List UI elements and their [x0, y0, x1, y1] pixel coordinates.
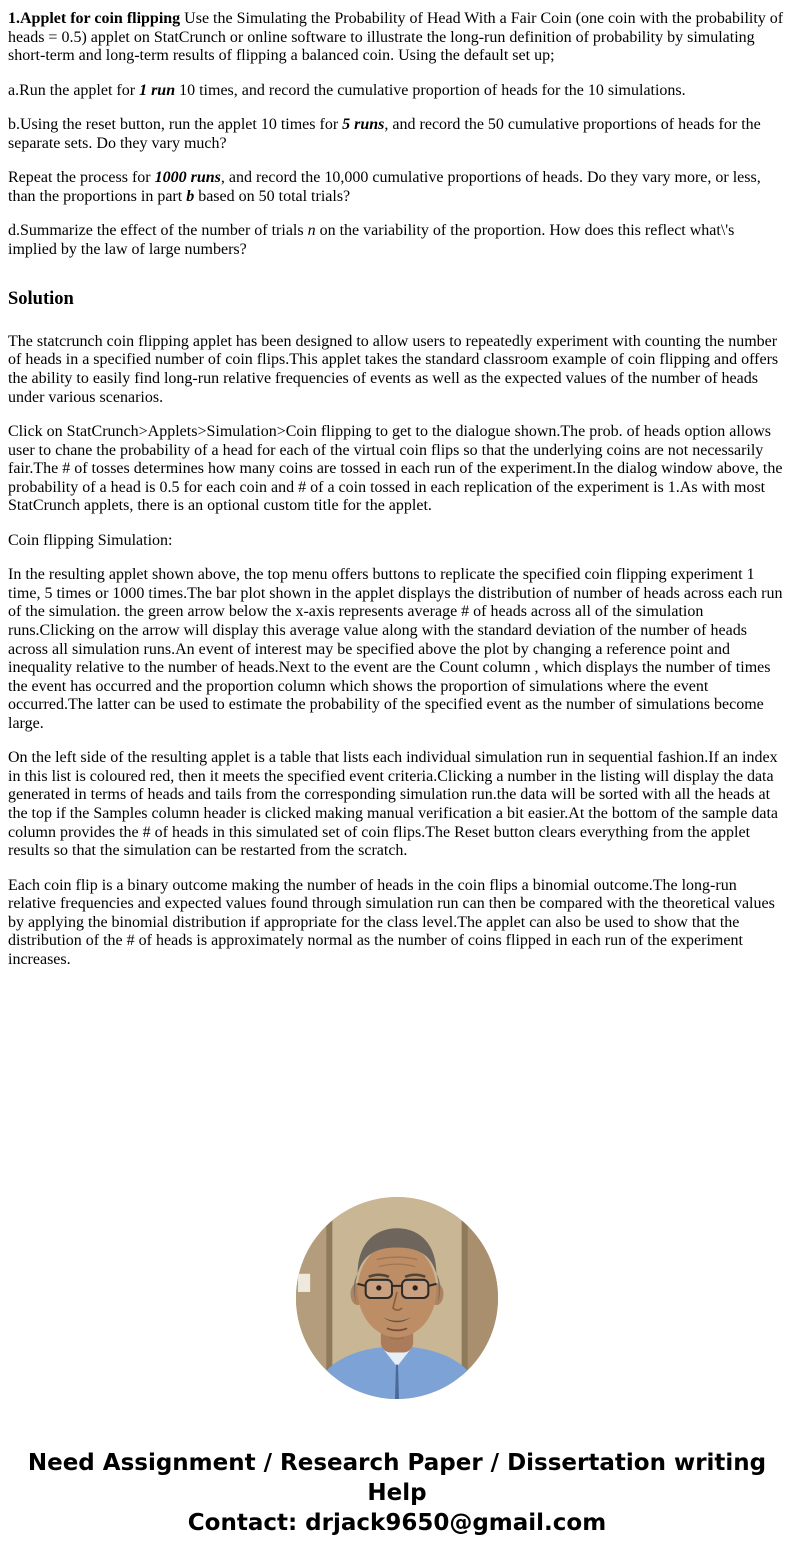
footer-contact-email: Contact: drjack9650@gmail.com	[187, 1510, 607, 1537]
question-part-a	[8, 82, 786, 101]
footer-help-text: Need Assignment / Research Paper / Dissertation writing Help	[27, 1450, 767, 1507]
solution-paragraph-3: Coin flipping Simulation:	[8, 531, 173, 549]
portrait-illustration	[296, 1197, 498, 1399]
part-a-post: 10 times, and record the cumulative proportion of heads for the 10 simulations.	[175, 81, 686, 99]
solution-paragraph-2: Click on StatCrunch>Applets>Simulation>Coin flipping to get to the dialogue shown.The prob. of heads option allows user to chane the probability of a head for each of the virtual coin flips so that the underlying coins are not necessarily fair.The # of tosses determines how many coins are tossed in each run of the experiment.In the dialog window above, the probability of a head is 0.5 for each coin and # of a coin tossed in each replication of the experiment is 1.As with most StatCrunch applets, there is an optional custom title for the applet.	[8, 423, 783, 515]
question-part-b	[8, 116, 786, 153]
part-d-pre: d.Summarize the effect of the number of trials	[8, 222, 308, 240]
part-c-post: based on 50 total trials?	[194, 187, 351, 205]
part-a-pre: a.Run the applet for	[8, 81, 140, 99]
part-b-pre: b.Using the reset button, run the applet 10 times for	[8, 116, 343, 134]
part-d-post: on the variability of the proportion. How does this reflect what\'s implied by the law of large numbers?	[8, 222, 735, 258]
question-intro-text: Use the Simulating the Probability of Head With a Fair Coin (one coin with the probability of heads = 0.5) applet on StatCrunch or online software to illustrate the long-run definition of probability by simulating short-term and long-term results of flipping a balanced coin. Using the default set up;	[8, 10, 784, 65]
question-intro-bold: 1.Applet for coin flipping	[8, 10, 181, 27]
part-c-emphasis: 1000 runs	[154, 169, 221, 187]
part-d-emphasis: n	[307, 222, 316, 240]
part-b-post: , and record the 50 cumulative proportions of heads for the separate sets. Do they vary much?	[8, 116, 761, 152]
part-c-mid: , and record the 10,000 cumulative proportions of heads. Do they vary more, or less, than the proportions in part	[8, 169, 761, 205]
question-intro	[8, 10, 786, 66]
solution-paragraph-6: Each coin flip is a binary outcome making the number of heads in the coin flips a binomial outcome.The long-run relative frequencies and expected values found through simulation run can then be compared with the theoretical values by applying the binomial distribution if appropriate for the class level.The applet can also be used to show that the distribution of the # of heads is approximately normal as the number of coins flipped in each run of the experiment increases.	[8, 876, 775, 968]
question-part-d	[8, 222, 786, 259]
profile-photo	[296, 1197, 498, 1399]
part-c-emphasis-b: b	[186, 187, 195, 205]
part-b-emphasis: 5 runs	[342, 116, 385, 134]
part-c-pre: Repeat the process for	[8, 169, 155, 187]
question-part-c	[8, 169, 786, 206]
solution-paragraph-1: The statcrunch coin flipping applet has been designed to allow users to repeatedly experiment with counting the number of heads in a specified number of coin flips.This applet takes the standard classroom example of coin flipping and offers the ability to easily find long-run relative frequencies of events as well as the expected values of the number of heads under various scenarios.	[8, 332, 779, 406]
solution-heading: Solution	[8, 289, 74, 310]
footer-banner	[26, 1449, 768, 1539]
solution-paragraph-4: In the resulting applet shown above, the top menu offers buttons to replicate the specified coin flipping experiment 1 time, 5 times or 1000 times.The bar plot shown in the applet displays the distribution of number of heads across each run of the simulation. the green arrow below the x-axis represents average # of heads across all of the simulation runs.Clicking on the arrow will display this average value along with the standard deviation of the number of heads across all simulation runs.An event of interest may be specified above the plot by changing a reference point and inequality relative to the number of heads.Next to the event are the Count column , which displays the number of times the event has occurred and the proportion column which shows the proportion of simulations where the event occurred.The latter can be used to estimate the probability of the specified event as the number of simulations become large.	[8, 566, 783, 732]
solution-paragraph-5: On the left side of the resulting applet is a table that lists each individual simulation run in sequential fashion.If an index in this list is coloured red, then it meets the specified event criteria.Clicking a number in the listing will display the data generated in terms of heads and tails from the corresponding simulation run.the data will be sorted with all the heads at the top if the Samples column header is clicked making manual verification a bit easier.At the bottom of the sample data column provides the # of heads in this simulated set of coin flips.The Reset button clears everything from the applet results so that the simulation can be restarted from the scratch.	[8, 749, 778, 860]
profile-photo-container	[8, 1197, 786, 1399]
part-a-emphasis: 1 run	[139, 81, 176, 99]
